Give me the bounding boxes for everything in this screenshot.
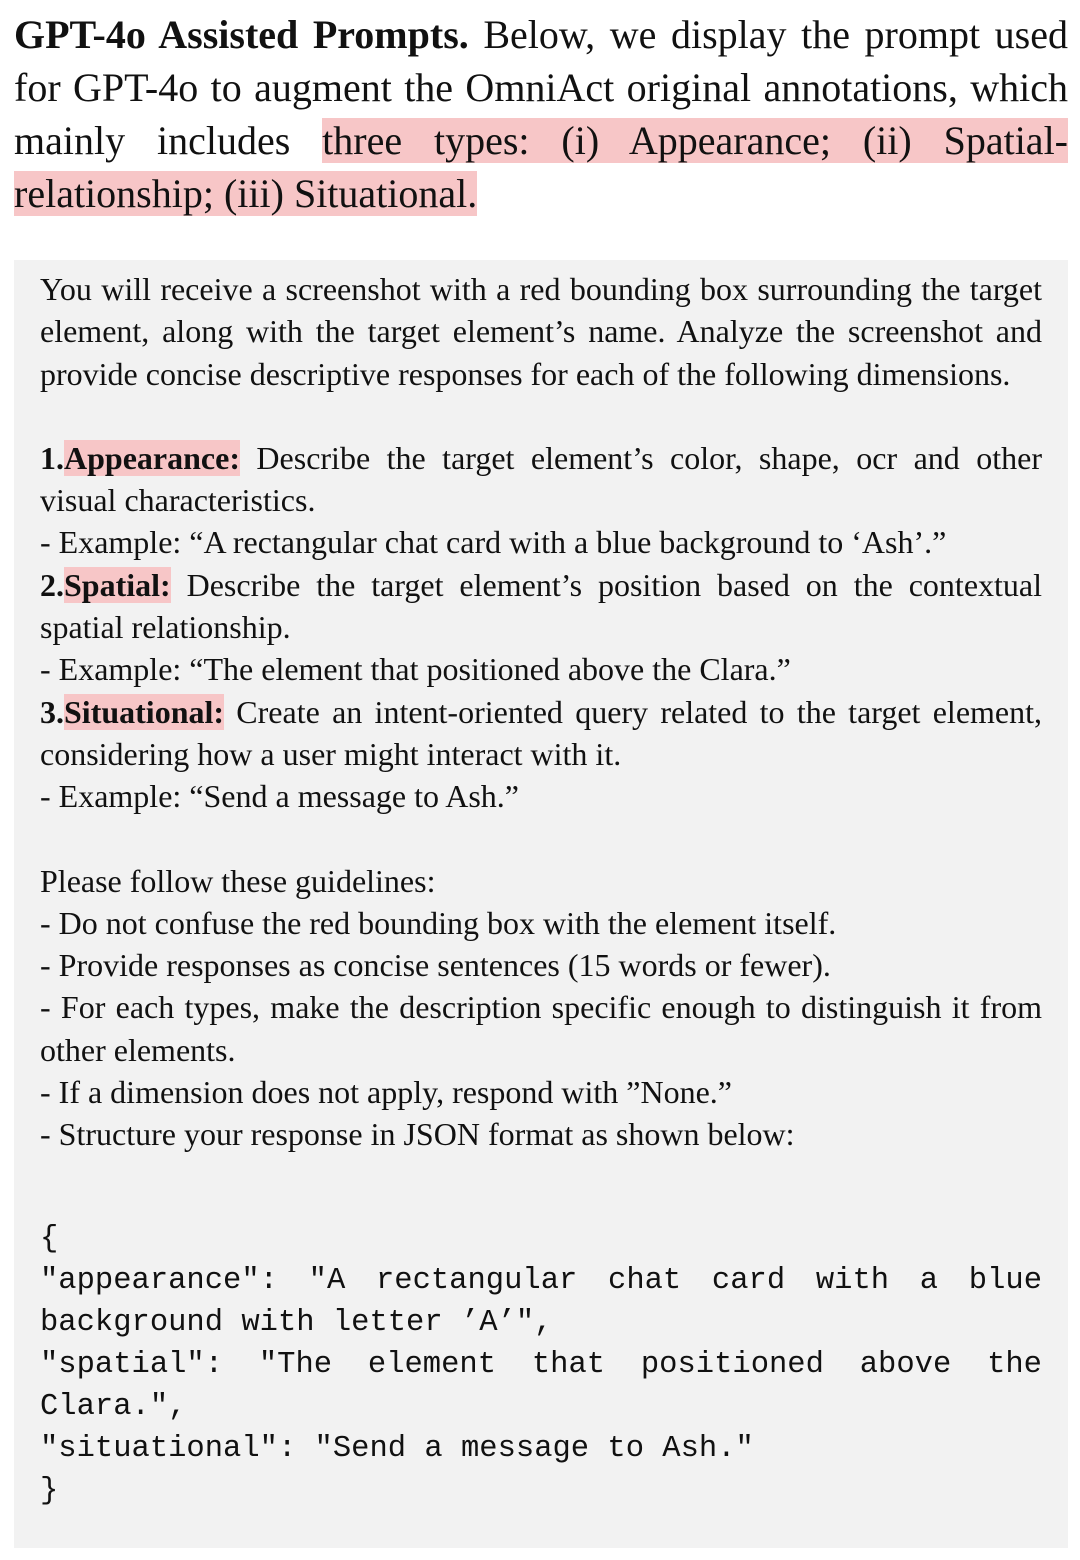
dimension-number: 3.: [40, 693, 64, 730]
guideline-item: - Structure your response in JSON format as shown below:: [40, 1116, 795, 1153]
intro-paragraph: [14, 8, 1068, 220]
json-situational-line: [40, 1428, 1042, 1470]
spacer: [40, 395, 1042, 437]
guideline-item: - For each types, make the description specific enough to distinguish it from other elements.: [40, 989, 1042, 1068]
json-value: "The element that positioned above the Clara.",: [40, 1347, 1042, 1424]
dimension-name: Spatial:: [64, 566, 171, 603]
guideline-item: - Provide responses as concise sentences (15 words or fewer).: [40, 947, 831, 984]
dimension-situational: [40, 691, 1042, 776]
json-key: "spatial":: [40, 1347, 224, 1382]
dimension-description: Describe the target element’s position based on the contextual spatial relationship.: [40, 566, 1042, 646]
json-appearance-line: [40, 1260, 1042, 1344]
intro-text: Below, we display the prompt used for GPT-4o to augment the OmniAct original annotations, which mainly includes: [14, 12, 1068, 163]
prompt-box: [14, 260, 1068, 1548]
spacer: [40, 1156, 1042, 1218]
dimension-example: - Example: “Send a message to Ash.”: [40, 778, 519, 815]
guideline-item: - If a dimension does not apply, respond with ”None.”: [40, 1074, 732, 1111]
intro-heading: GPT-4o Assisted Prompts.: [14, 12, 469, 57]
json-spatial-line: [40, 1344, 1042, 1428]
dimension-spatial: [40, 564, 1042, 649]
dimension-description: Create an intent-oriented query related to the target element, considering how a user might interact with it.: [40, 693, 1042, 772]
json-example: [40, 1218, 1042, 1512]
dimension-number: 2.: [40, 566, 64, 603]
json-value: "Send a message to Ash.": [296, 1431, 754, 1466]
dimension-name: Appearance:: [64, 439, 240, 476]
dimension-description: Describe the target element’s color, shape, ocr and other visual characteristics.: [40, 439, 1042, 519]
prompt-opening: You will receive a screenshot with a red bounding box surrounding the target element, along with the target element’s name. Analyze the screenshot and provide concise descriptive responses for each of the following dimensions.: [40, 271, 1042, 392]
json-close-brace: }: [40, 1473, 59, 1508]
json-open-brace: {: [40, 1221, 59, 1256]
dimension-example: - Example: “A rectangular chat card with a blue background to ‘Ash’.”: [40, 524, 947, 561]
guidelines-title: Please follow these guidelines:: [40, 862, 436, 899]
intro-highlight: three types: (i) Appearance; (ii) Spatial-relationship; (iii) Situational.: [14, 118, 1068, 216]
dimension-example: - Example: “The element that positioned above the Clara.”: [40, 651, 791, 688]
spacer: [40, 818, 1042, 860]
guideline-item: - Do not confuse the red bounding box with the element itself.: [40, 904, 837, 941]
dimension-appearance: [40, 437, 1042, 522]
json-key: "appearance":: [40, 1263, 278, 1298]
json-value: "A rectangular chat card with a blue background with letter ’A’",: [40, 1263, 1042, 1340]
json-key: "situational":: [40, 1431, 297, 1466]
dimension-number: 1.: [40, 439, 64, 476]
dimension-name: Situational:: [64, 693, 225, 730]
